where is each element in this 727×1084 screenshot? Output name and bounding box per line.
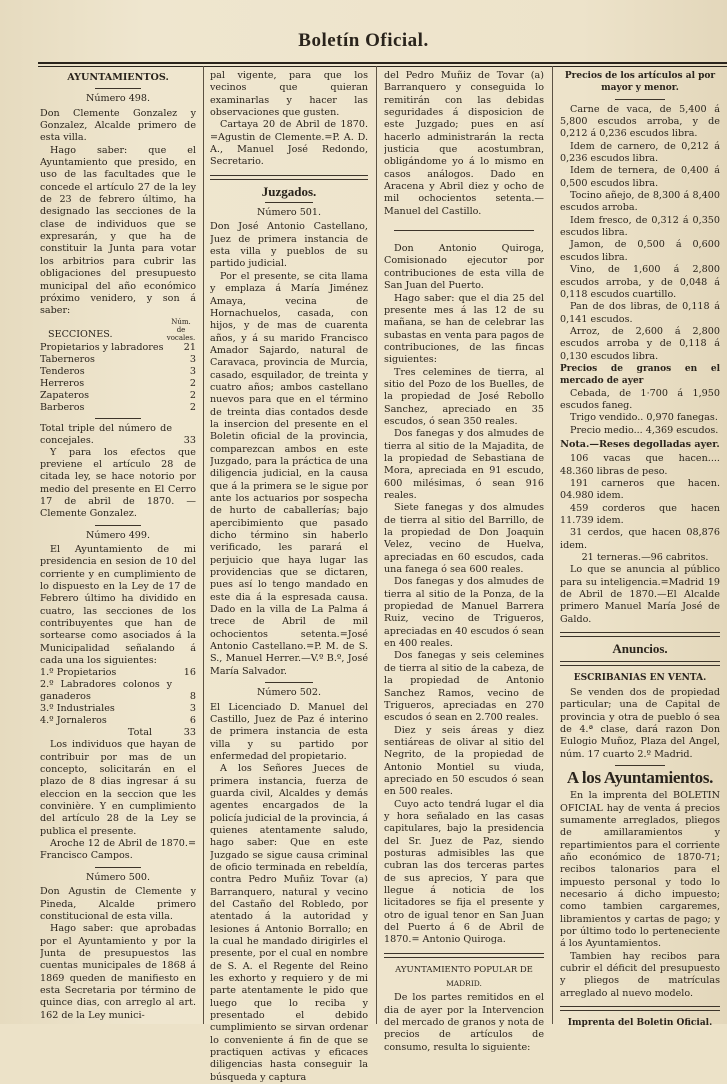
ad-heading: ESCRIBANIAS EN VENTA. [573,673,707,684]
notice-paragraph: Y para los efectos que previene el artículo 28 de citada ley, se hace notorio por medio del presente en El Cerro 17 de abril de 1870. —Clemente Gonzalez. [40,446,196,520]
section-num: 2 [189,377,196,389]
newspaper-title: Boletín Oficial. [298,30,429,51]
notice-paragraph: Dos fanegas y dos almudes de tierra al sitio de la Ponza, de la propiedad de Manuel Barrera Ruiz, vecino de Trigueros, apreciadas en 40 escudos ó sean en 400 reales. [384,576,544,650]
imprint: Imprenta del Boletin Oficial. [567,1018,713,1029]
notice-paragraph: Aroche 12 de Abril de 1870.= Francisco Campos. [40,838,196,862]
notice-paragraph: Dos fanegas y dos almudes de tierra al sitio de la Majadita, de la propiedad de Sebastiana de Mora, apreciada en 91 escudo, 600 milésimas, ó sean 916 reales. [384,428,544,501]
divider [265,202,313,203]
table-row [40,378,196,390]
reses-item: 106 vacas que hacen.... 48.360 libras de peso. [560,453,720,477]
sections-num-label: Núm. de vocales. [166,317,196,342]
price-item: Tocino añejo, de 8,300 á 8,400 escudos arroba. [560,190,720,214]
notice-paragraph: Por el presente, se cita llama y emplaza á María Jiménez Amaya, vecina de Hornachuelos, casada, con hijos, y de mas de cuarenta años, y á su marido Francisco Amador Sajardo, natural de Caravaca, provincia de Murcia, casado, esquilador, de treinta y cuatro años; ambos castellano nuevos para que en el término de treinta dias contados desde la insercion del presente en el Boletin oficial de la provincia, comparezcan ambos en este Juzgado, para la práctica de una diligencia judicial, en la causa que á la primera se le sigue por ante los actuarios por sospecha de hurto de caballerías; bajo apercibimiento que pasado dicho término sin haberlo verificado, les parará el perjuicio que haya lugar las providencias que se dictaren, pues así lo tengo mandado en este dia á la espresada causa. Dado en la villa de La Palma á trece de Abril de mil ochocientos setenta.=José Antonio Castellano.=P. M. de S. S., Manuel Herrer.—V.º B.º, José María Salvador. [210,270,368,677]
group-total: 33 [183,727,196,739]
divider [95,88,141,89]
table-row [40,390,196,402]
notice-paragraph: Dos fanegas y seis celemines de tierra al sitio de la cabeza, de la propiedad de Antonio Sanchez Ramos, vecino de Trigueros, apreciadas en 270 escudos ó sean en 2.700 reales. [384,650,544,724]
ad-paragraph: Se venden dos de propiedad particular; una de Capital de provincia y otra de pueblo ó sea de 4.ª clase, dará razon Don Eulogio Muñoz, Plaza del Angel, núm. 17 cuarto 2.º Madrid. [560,686,720,760]
table-row [40,679,196,703]
ad-title: A los Ayuntamientos. [566,767,714,787]
notice-paragraph: Lo que se anuncia al público para su inteligencia.=Madrid 19 de Abril de 1870.—El Alcalde primero Manuel María José de Galdo. [560,564,720,625]
section-name: Herreros [40,377,85,389]
reses-item: 31 cerdos, que hacen 08,876 idem. [560,527,720,551]
section-num: 21 [183,341,196,353]
grain-item: Precio medio... 4,369 escudos. [570,424,719,436]
prices-heading: Precios de los artículos al por mayor y menor. [564,71,716,94]
group-num: 3 [189,703,196,715]
section-heading: Juzgados. [261,183,317,199]
column-divider [376,66,377,1024]
column-divider [203,66,204,1024]
divider [95,525,141,526]
notice-paragraph: Don José Antonio Castellano, Juez de primera instancia de esta villa y pueblos de su partido judicial. [210,221,368,270]
table-row [40,667,196,679]
price-item: Idem fresco, de 0,312 á 0,350 escudos libra. [560,214,720,239]
reses-item: 21 terneras.—96 cabritos. [581,552,709,564]
groups-table [40,667,196,739]
notice-paragraph: Siete fanegas y dos almudes de tierra al sitio del Barrillo, de la propiedad de Don Joaquin Velez, vecino de Huelva, apreciadas en 60 escudos, cada una fanega ó sea 600 reales. [384,502,544,576]
price-item: Arroz, de 2,600 á 2,800 escudos arroba y de 0,118 á 0,130 escudos libra. [560,325,720,362]
grain-item: Trigo vendido.. 0,970 fanegas. [570,412,718,424]
price-item: Idem de carnero, de 0,212 á 0,236 escudos libra. [560,140,720,165]
notice-paragraph: El Licenciado D. Manuel del Castillo, Juez de Paz é interino de primera instancia de esta villa y su partido por enfermedad del propietario. [210,701,368,762]
sections-table [40,342,196,414]
section-num: 3 [189,353,196,365]
section-name: Taberneros [40,353,95,365]
column-divider [552,66,553,1024]
reses-item: 459 corderos que hacen 11.739 idem. [560,502,720,527]
section-name: Tenderos [40,365,85,377]
grain-item: Cebada, de 1·700 á 1,950 escudos faneg. [560,387,720,411]
masthead [0,30,727,62]
group-name: 1.º Propietarios [40,667,117,679]
notice-paragraph: Hago saber: que el Ayuntamiento que presido, en uso de las facultades que le concede el artículo 27 de la ley de 23 de febrero último, ha designado las secciones de la clase de individuos que se expresarán, y que ha de constituir la Junta para votar los arbitrios para cubrir las obligaciones del presupuesto municipal del año económico próximo venidero, y son á saber: [40,144,196,317]
notice-paragraph: Los individuos que hayan de contribuir por mas de un concepto, solicitarán en el plazo de 8 dias ingresar á su eleccion en la seccion que les convinière. Y en cumplimiento del artículo 28 de la Ley se publica el presente. [40,739,196,837]
notice-number: Número 498. [85,93,151,105]
notice-paragraph: Cuyo acto tendrá lugar el dia y hora señalado en las casas capitulares, bajo la presidencia del Sr. Juez de Paz, siendo posturas admisibles las que cubran las dos terceras partes de sus aprecios, Y para que llegue á noticia de los licitadores se fija el presente y otro de igual tenor en San Juan del Puerto á 6 de Abril de 1870.= Antonio Quiroga. [384,798,544,946]
notice-paragraph: Cartaya 20 de Abril de 1870. =Agustin de Clemente.=P. A. D. A., Manuel José Redondo, Secretario. [210,119,368,168]
group-num: 16 [183,667,196,679]
notice-paragraph: A los Señores Jueces de primera instancia, fuerza de guarda civil, Alcaldes y demás agentes encargados de la policía judicial de la provincia, á quienes atentamente saludo, hago saber: Que en este Juzgado se sigue causa criminal de oficio terminada en rebeldía, contra Pedro Muñiz Tovar (a) Barranquero, natural y vecino del Castaño del Robledo, por atentado á la autoridad y lesiones á Antonio Borrallo; en la cual he mandado dirigirles el presente, por el cual en nombre de S. A. el Regente del Reino les exhorto y requiero y de mi parte atentamente le pido que luego que lo reciba y presentado el debido cumplimiento se sirvan ordenar lo conveniente á fin de que se practiquen activas y eficaces diligencias hasta conseguir la búsqueda y captura [210,763,368,1083]
masthead-rule-thin [38,66,727,67]
notice-paragraph: De los partes remitidos en el dia de ayer por la Intervencion del mercado de granos y nota de precios de artículos de consumo, resulta lo siguiente: [384,992,544,1053]
price-item: Jamon, de 0,500 á 0,600 escudos libra. [560,239,720,263]
notice-number: Número 502. [256,687,322,699]
notice-paragraph: del Pedro Muñiz de Tovar (a) Barranquero y conseguida lo remitirán con las debidas seguridades á disposicion de este Juzgado; pues en así hacerlo administrarán la recta justicia que acostumbran, obligándome yo á lo mismo en casos análogos. Dado en Aracena y Abril diez y ocho de mil ochocientos setenta.—Manuel del Castillo. [384,70,544,217]
section-name: Zapateros [40,389,90,401]
section-heading: AYUNTAMIENTOS. [67,72,169,83]
divider [210,175,368,180]
column-2 [210,70,368,1084]
divider [95,418,141,419]
reses-item: 191 carneros que hacen. 04.980 idem. [560,478,720,502]
divider [560,632,720,637]
reses-heading: Nota.—Reses degolladas ayer. [560,438,720,450]
notice-paragraph: Tres celemines de tierra, al sitio del Pozo de los Buelles, de la propiedad de José Rebollo Sanchez, apreciado en 35 escudos, ó sean 350 reales. [384,366,544,427]
table-row [40,727,196,739]
notice-paragraph: Hago saber: que el dia 25 del presente mes á las 12 de su mañana, se han de celebrar las subastas en venta para pagos de contribuciones, de las fincas siguientes: [384,292,544,366]
group-name: 4.º Jornaleros [40,715,107,727]
total-num: 33 [183,434,196,446]
divider [265,682,313,683]
divider [384,953,544,958]
notice-paragraph: Don Antonio Quiroga, Comisionado ejecutor por contribuciones de esta villa de San Juan del Puerto. [384,243,544,292]
section-heading: AYUNTAMIENTO POPULAR DE [395,964,533,975]
price-item: Pan de dos libras, de 0,118 á 0,141 escudos. [560,301,720,325]
notice-paragraph: Hago saber: que aprobadas por el Ayuntamiento y por la Junta de presupuestos las cuentas municipales de 1868 á 1869 queden de manifiesto en esta Secretaria por término de quince dias, con arreglo al art. 162 de la Ley munici- [40,923,196,1021]
notice-number: Número 499. [85,529,151,541]
notice-number: Número 501. [256,207,322,219]
notice-paragraph: pal vigente, para que los vecinos que quieran examinarlas y hacer las observaciones que gusten. [210,70,368,119]
masthead-rule [38,62,727,64]
ad-paragraph: En la imprenta del BOLETIN OFICIAL hay de venta á precios sumamente arreglados, pliegos de amillaramientos y repartimientos para el corriente año económico de 1870-71; recibos talonarios para el impuesto personal y todo lo necesario á dicho impuesto; como tambien cargaremes, libramientos y cartas de pago; y por último todo lo perteneciente á los Ayuntamientos. [560,790,720,950]
column-1 [40,70,196,1022]
section-name: Barberos [40,401,85,413]
sections-total [40,423,196,447]
column-4 [560,70,720,1031]
divider [560,1006,720,1011]
table-row [40,402,196,414]
price-item: Carne de vaca, de 5,400 á 5,800 escudos arroba, y de 0,212 á 0,236 escudos libra. [560,103,720,140]
divider [95,867,141,868]
divider [394,230,534,231]
section-name: Propietarios y labradores [40,341,164,353]
ad-paragraph: Tambien hay recibos para cubrir el déficit del presupuesto y pliegos de matrículas arreglado al nuevo modelo. [560,950,720,999]
group-num: 6 [189,715,196,727]
divider [615,99,665,100]
divider [560,661,720,666]
section-heading: Anuncios. [612,641,668,657]
sections-header [40,318,196,342]
table-row [40,715,196,727]
price-item: Vino, de 1,600 á 2,800 escudos arroba, y de 0,048 á 0,118 escudos cuartillo. [560,264,720,300]
total-label: Total triple del número de concejales. [40,422,172,446]
notice-paragraph: Don Clemente Gonzalez y Gonzalez, Alcalde primero de esta villa. [40,107,196,144]
notice-paragraph: Diez y seis áreas y diez sentiáreas de olivar al sitio del Negrito, de la propiedad de Antonio Montiel su viuda, apreciado en 50 escudos ó sean en 500 reales. [384,724,544,798]
group-num: 8 [189,691,196,703]
section-num: 2 [189,401,196,413]
section-subheading: MADRID. [446,979,482,989]
table-row [40,354,196,366]
group-total-label: Total [127,727,152,739]
notice-paragraph: El Ayuntamiento de mi presidencia en sesion de 10 del corriente y en cumplimiento de lo dispuesto en la Ley de 17 de Febrero último ha dividido en cuatro, las secciones de los contribuyentes que han de sortearse como asociados á la Municipalidad señalando á cada una los siguientes: [40,543,196,667]
table-row [40,703,196,715]
table-row [40,342,196,354]
section-num: 2 [189,389,196,401]
column-3 [384,70,544,1054]
table-row [40,366,196,378]
sections-label: SECCIONES. [48,329,113,341]
section-num: 3 [189,365,196,377]
divider [615,765,665,766]
group-name: 3.º Industriales [40,703,115,715]
price-item: Idem de ternera, de 0,400 á 0,500 escudos libra. [560,165,720,189]
notice-paragraph: Don Agustin de Clemente y Pineda, Alcalde primero constitucional de esta villa. [40,886,196,922]
group-name: 2.º Labradores colonos y ganaderos [40,679,172,703]
grain-heading: Precios de granos en el mercado de ayer [560,363,720,387]
notice-number: Número 500. [85,871,151,883]
